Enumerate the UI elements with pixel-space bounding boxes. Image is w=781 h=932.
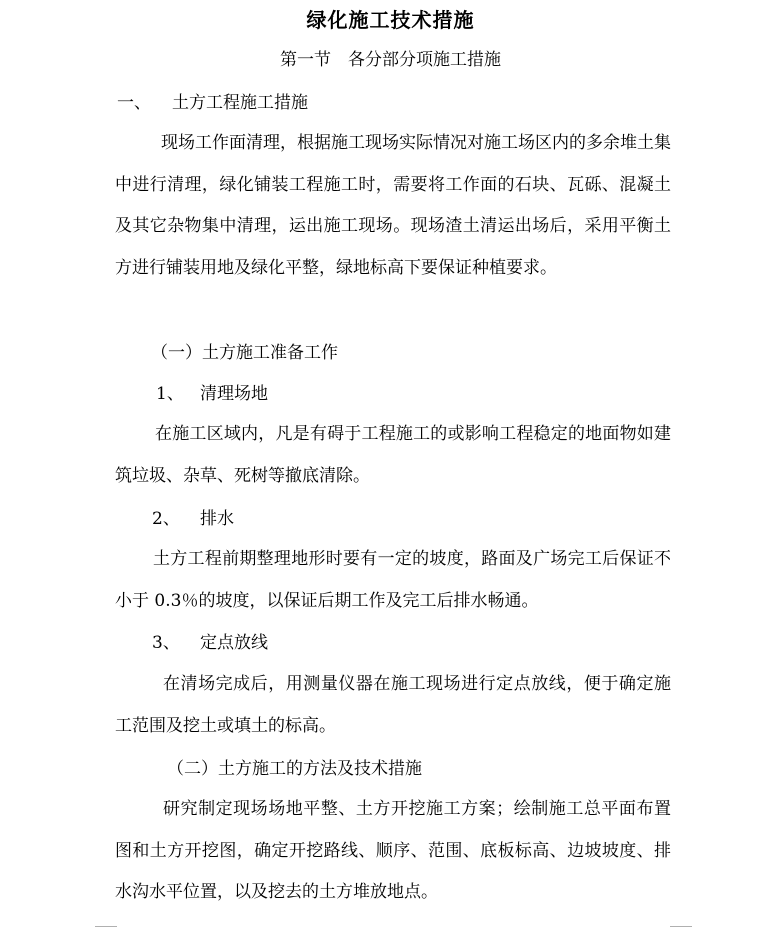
section-title: 第一节 各分部分项施工措施 [280, 50, 501, 70]
paragraph-methods: 研究制定现场场地平整、土方开挖施工方案；绘制施工总平面布置图和土方开挖图，确定开挖路线、顺序、范围、底板标高、边坡坡度、排水沟水平位置，以及挖去的土方堆放地点。 [115, 799, 671, 902]
paragraph-clear-site: 在施工区域内，凡是有碍于工程施工的或影响工程稳定的地面物如建筑垃圾、杂草、死树等撤底清除。 [115, 424, 671, 486]
paragraph-staking-out: 在清场完成后，用测量仪器在施工现场进行定点放线，便于确定施工范围及挖土或填土的标高。 [115, 674, 671, 736]
paragraph-site-clearing: 现场工作面清理，根据施工现场实际情况对施工场区内的多余堆土集中进行清理，绿化铺装工程施工时，需要将工作面的石块、瓦砾、混凝土及其它杂物集中清理，运出施工现场。现场渣土清运出场后，采用平衡土方进行铺装用地及绿化平整，绿地标高下要保证种植要求。 [115, 133, 671, 278]
item-1-text: 清理场地 [200, 384, 268, 404]
page-corner-mark-left [95, 926, 117, 927]
document-title: 绿化施工技术措施 [306, 8, 475, 32]
heading-1-number: 一、 [117, 93, 151, 113]
item-1-number: 1、 [156, 384, 184, 404]
paragraph-drainage: 土方工程前期整理地形时要有一定的坡度，路面及广场完工后保证不小于 0.3％的坡度，以保证后期工作及完工后排水畅通。 [115, 549, 671, 611]
item-3-number: 3、 [152, 633, 180, 653]
subheading-preparation: （一）土方施工准备工作 [151, 343, 338, 363]
subheading-methods: （二）土方施工的方法及技术措施 [167, 759, 422, 779]
page-corner-mark-right [670, 926, 692, 927]
item-2-number: 2、 [152, 509, 180, 529]
item-3-text: 定点放线 [200, 633, 268, 653]
item-2-text: 排水 [200, 509, 234, 529]
heading-1-text: 土方工程施工措施 [172, 93, 308, 113]
